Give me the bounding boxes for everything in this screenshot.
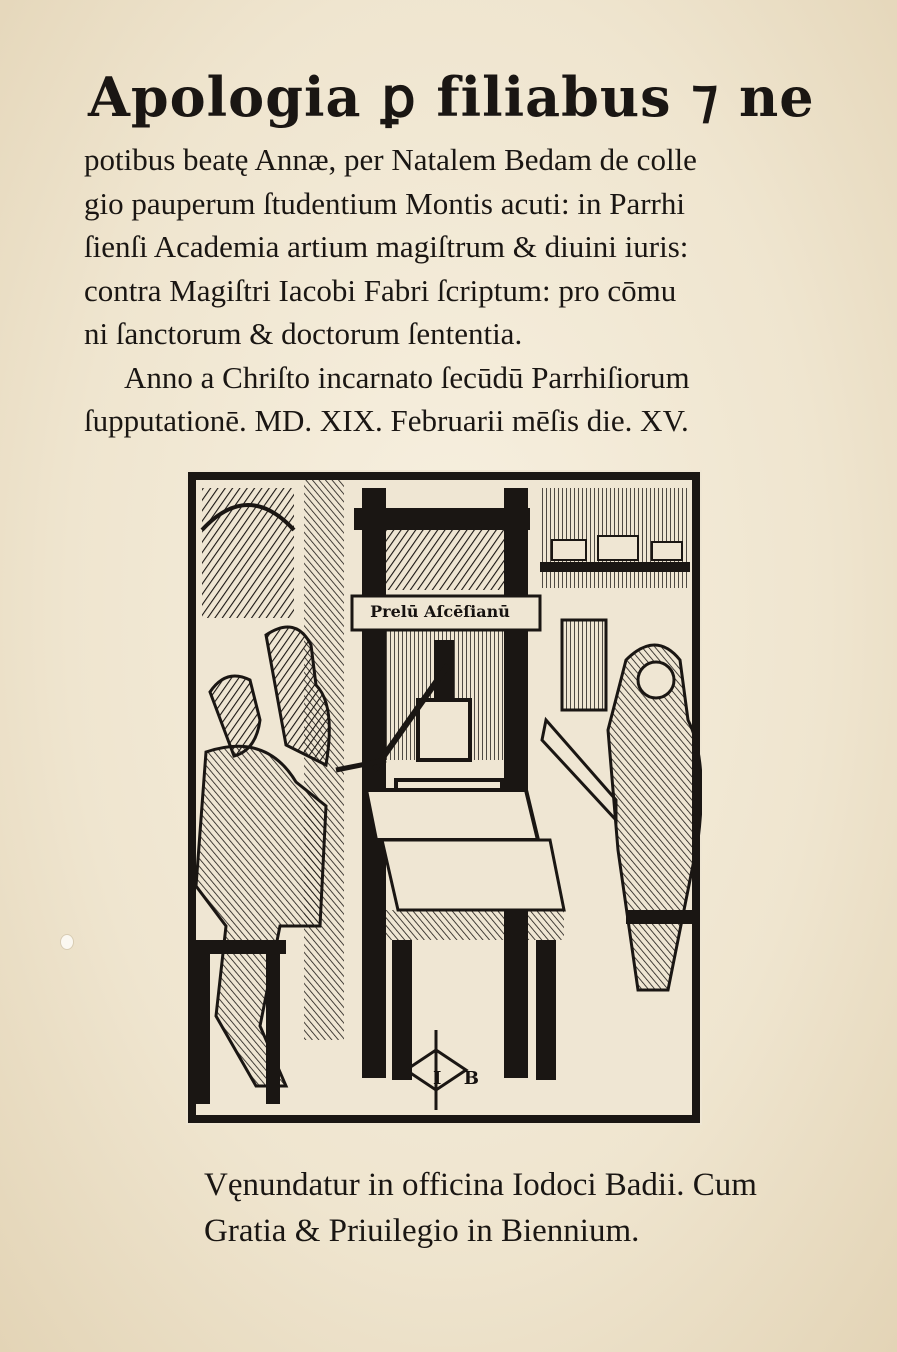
press-post-left	[362, 488, 386, 1078]
imprint-line: Vęnundatur in officina Iodoci Badii. Cum	[204, 1167, 757, 1203]
press-label: Prelū Aſcēſianū	[370, 602, 510, 621]
press-bed	[366, 790, 538, 840]
text-line: contra Magiſtri Iacobi Fabri ſcriptum: pro cōmu	[84, 272, 677, 308]
copy-holder	[562, 620, 606, 710]
printer-monogram: I B	[433, 1068, 487, 1089]
text-line: ſienſi Academia artium magiſtrum & diuini iuris:	[84, 229, 689, 264]
date-line: ſupputationē. MD. XIX. Februarii mēſis die. XV.	[84, 403, 689, 438]
window-arch	[202, 488, 294, 618]
printing-press-woodcut	[186, 470, 702, 1125]
imprint-line: Gratia & Priuilegio in Biennium.	[204, 1213, 640, 1249]
imprint-block	[204, 1162, 844, 1254]
text-line: ni ſanctorum & doctorum ſententia.	[84, 316, 523, 351]
title-text-block	[84, 138, 824, 443]
paper-hole	[60, 934, 74, 950]
page-title: Apologia ꝑ filiabus ⁊ ne	[88, 65, 815, 129]
text-line: gio pauperum ſtudentium Montis acuti: in Parrhi	[84, 185, 685, 221]
date-line: Anno a Chriſto incarnato ſecūdū Parrhiſiorum	[124, 359, 690, 395]
press-post-right	[504, 488, 528, 1078]
text-line: potibus beatę Annæ, per Natalem Bedam de colle	[84, 142, 697, 177]
